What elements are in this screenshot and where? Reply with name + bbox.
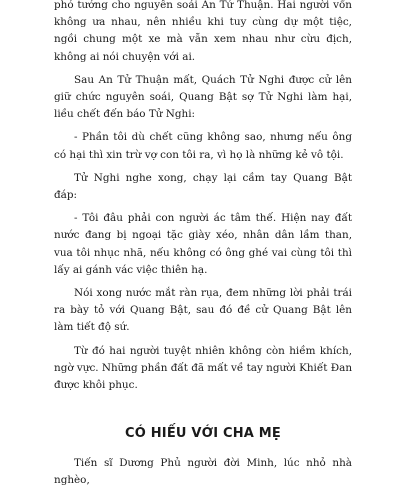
paragraph: Sau An Tử Thuận mất, Quách Tử Nghi được cử lên giữ chức nguyên soái, Quang Bật sợ Tử Nghi làm hại, liều chết đến báo Tử Nghi: bbox=[54, 73, 352, 121]
paragraph: - Tôi đâu phải con người ác tâm thế. Hiện nay đất nước đang bị ngoại tặc giày xéo, nhân dân lầm than, vua tôi nhục nhã, nếu không có ông ghé vai cùng tôi thì lấy ai gánh vác việc thiên hạ. bbox=[54, 212, 352, 276]
paragraph: Tiến sĩ Dương Phủ người đời Minh, lúc nhỏ nhà nghèo, bbox=[54, 457, 352, 487]
paragraph: Tử Nghi nghe xong, chạy lại cầm tay Quang Bật đáp: bbox=[54, 171, 352, 202]
section-heading: CÓ HIẾU VỚI CHA MẸ bbox=[124, 426, 281, 442]
paragraph: - Phần tôi dù chết cũng không sao, nhưng nếu ông có hại thì xin trừ vợ con tôi ra, vì họ là những kẻ vô tội. bbox=[54, 131, 352, 161]
paragraph: Từ đó hai người tuyệt nhiên không còn hiềm khích, ngờ vực. Những phần đất đã mất về tay người Khiết Đan được khôi phục. bbox=[54, 344, 353, 392]
paragraph: Nói xong nước mắt ràn rụa, đem những lời phải trái ra bày tỏ với Quang Bật, sau đó đề cử Quang Bật lên làm tiết độ sứ. bbox=[54, 287, 352, 334]
paragraph: phó tướng cho nguyên soái An Tử Thuận. Hai người vốn không ưa nhau, nên nhiều khi tuy cùng dự một tiệc, ngồi chung một xe mà vẫn xem nhau như cừu địch, không ai nói chuyện với ai. bbox=[54, 0, 352, 63]
